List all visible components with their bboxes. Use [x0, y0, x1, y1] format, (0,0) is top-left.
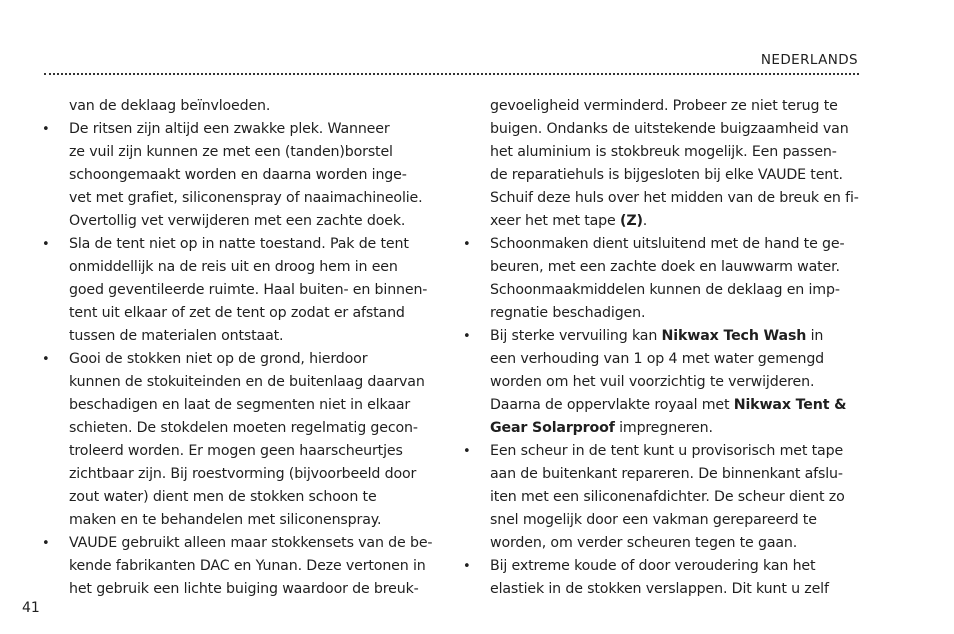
bullet-marker: •: [42, 536, 50, 551]
bullet-marker: •: [463, 444, 471, 459]
text-segment: Bij extreme koude of door veroudering kan het: [490, 558, 816, 574]
text-line: [490, 256, 870, 279]
text-line: [463, 440, 870, 463]
text-segment: maken en te behandelen met siliconenspray.: [69, 512, 382, 528]
text-line: [490, 463, 870, 486]
text-line: [490, 509, 870, 532]
text-segment: schieten. De stokdelen moeten regelmatig gecon-: [69, 420, 418, 436]
text-line: [490, 302, 870, 325]
text-line: [69, 440, 449, 463]
text-segment: onmiddellijk na de reis uit en droog hem in een: [69, 259, 398, 275]
text-line: [69, 509, 449, 532]
bullet-marker: •: [463, 559, 471, 574]
text-segment: schoongemaakt worden en daarna worden inge-: [69, 167, 407, 183]
text-line: [42, 348, 449, 371]
text-line: [490, 141, 870, 164]
text-line: [69, 141, 449, 164]
text-segment: impregneren.: [614, 420, 713, 436]
text-segment: elastiek in de stokken verslappen. Dit kunt u zelf: [490, 581, 829, 597]
text-line: [490, 532, 870, 555]
text-line: [69, 417, 449, 440]
text-line: [490, 417, 870, 440]
text-segment: aan de buitenkant repareren. De binnenkant afslu-: [490, 466, 843, 482]
bold-text-segment: (Z): [619, 213, 643, 229]
text-line: [69, 95, 449, 118]
text-line: [69, 486, 449, 509]
text-line: [42, 233, 449, 256]
text-segment: tussen de materialen ontstaat.: [69, 328, 284, 344]
text-line: [490, 95, 870, 118]
text-segment: Schoonmaken dient uitsluitend met de hand te ge-: [490, 236, 845, 252]
text-segment: Bij sterke vervuiling kan: [490, 328, 662, 344]
text-line: [490, 578, 870, 601]
text-line: [69, 187, 449, 210]
text-line: [69, 394, 449, 417]
text-segment: Gooi de stokken niet op de grond, hierdoor: [69, 351, 368, 367]
text-segment: in: [806, 328, 824, 344]
text-line: [490, 279, 870, 302]
text-segment: Schoonmaakmiddelen kunnen de deklaag en imp-: [490, 282, 840, 298]
text-segment: VAUDE gebruikt alleen maar stokkensets van de be-: [69, 535, 433, 551]
dotted-divider: [44, 73, 859, 75]
bullet-marker: •: [463, 237, 471, 252]
text-line: [42, 532, 449, 555]
text-segment: tent uit elkaar of zet de tent op zodat er afstand: [69, 305, 405, 321]
text-line: [463, 325, 870, 348]
text-segment: het gebruik een lichte buiging waardoor de breuk-: [69, 581, 419, 597]
text-line: [490, 348, 870, 371]
text-line: [69, 279, 449, 302]
text-line: [69, 256, 449, 279]
text-segment: xeer het met tape: [490, 213, 620, 229]
text-segment: de reparatiehuls is bijgesloten bij elke VAUDE tent.: [490, 167, 843, 183]
text-segment: snel mogelijk door een vakman gerepareerd te: [490, 512, 817, 528]
left-text-column: [42, 95, 449, 601]
text-segment: worden, om verder scheuren tegen te gaan.: [490, 535, 798, 551]
text-line: [490, 164, 870, 187]
bullet-marker: •: [463, 329, 471, 344]
bullet-marker: •: [42, 122, 50, 137]
text-segment: regnatie beschadigen.: [490, 305, 646, 321]
text-line: [490, 394, 870, 417]
text-segment: gevoeligheid verminderd. Probeer ze niet terug te: [490, 98, 838, 114]
text-segment: worden om het vuil voorzichtig te verwijderen.: [490, 374, 815, 390]
page-header-language: NEDERLANDS: [760, 52, 858, 68]
bold-text-segment: Gear Solarproof: [490, 420, 615, 436]
text-line: [69, 578, 449, 601]
bold-text-segment: Nikwax Tech Wash: [661, 328, 807, 344]
text-line: [490, 371, 870, 394]
text-segment: zout water) dient men de stokken schoon te: [69, 489, 377, 505]
text-line: [69, 371, 449, 394]
text-line: [490, 187, 870, 210]
text-line: [490, 210, 870, 233]
text-segment: beuren, met een zachte doek en lauwwarm water.: [490, 259, 840, 275]
text-segment: ze vuil zijn kunnen ze met een (tanden)borstel: [69, 144, 393, 160]
text-segment: goed geventileerde ruimte. Haal buiten- en binnen-: [69, 282, 428, 298]
text-segment: troleerd worden. Er mogen geen haarscheurtjes: [69, 443, 403, 459]
text-segment: een verhouding van 1 op 4 met water gemengd: [490, 351, 825, 367]
bullet-marker: •: [42, 352, 50, 367]
text-segment: Schuif deze huls over het midden van de breuk en fi-: [490, 190, 859, 206]
text-line: [69, 555, 449, 578]
text-segment: zichtbaar zijn. Bij roestvorming (bijvoorbeeld door: [69, 466, 417, 482]
text-line: [463, 233, 870, 256]
page-number: 41: [22, 600, 40, 616]
right-text-column: [463, 95, 870, 601]
text-line: [69, 164, 449, 187]
text-line: [69, 302, 449, 325]
text-segment: .: [642, 213, 648, 229]
text-line: [490, 486, 870, 509]
text-segment: kende fabrikanten DAC en Yunan. Deze vertonen in: [69, 558, 426, 574]
text-segment: Sla de tent niet op in natte toestand. Pak de tent: [69, 236, 409, 252]
text-segment: De ritsen zijn altijd een zwakke plek. Wanneer: [69, 121, 390, 137]
text-segment: vet met grafiet, siliconenspray of naaimachineolie.: [69, 190, 423, 206]
text-line: [69, 463, 449, 486]
text-segment: het aluminium is stokbreuk mogelijk. Een passen-: [490, 144, 837, 160]
bullet-marker: •: [42, 237, 50, 252]
text-segment: Overtollig vet verwijderen met een zachte doek.: [69, 213, 406, 229]
text-line: [490, 118, 870, 141]
text-segment: buigen. Ondanks de uitstekende buigzaamheid van: [490, 121, 849, 137]
text-segment: kunnen de stokuiteinden en de buitenlaag daarvan: [69, 374, 425, 390]
text-line: [42, 118, 449, 141]
text-line: [69, 210, 449, 233]
text-segment: Een scheur in de tent kunt u provisorisch met tape: [490, 443, 844, 459]
text-segment: iten met een siliconenafdichter. De scheur dient zo: [490, 489, 845, 505]
text-line: [69, 325, 449, 348]
bold-text-segment: Nikwax Tent &: [733, 397, 847, 413]
text-line: [463, 555, 870, 578]
text-segment: van de deklaag beïnvloeden.: [69, 98, 271, 114]
text-segment: Daarna de oppervlakte royaal met: [490, 397, 734, 413]
text-segment: beschadigen en laat de segmenten niet in elkaar: [69, 397, 411, 413]
